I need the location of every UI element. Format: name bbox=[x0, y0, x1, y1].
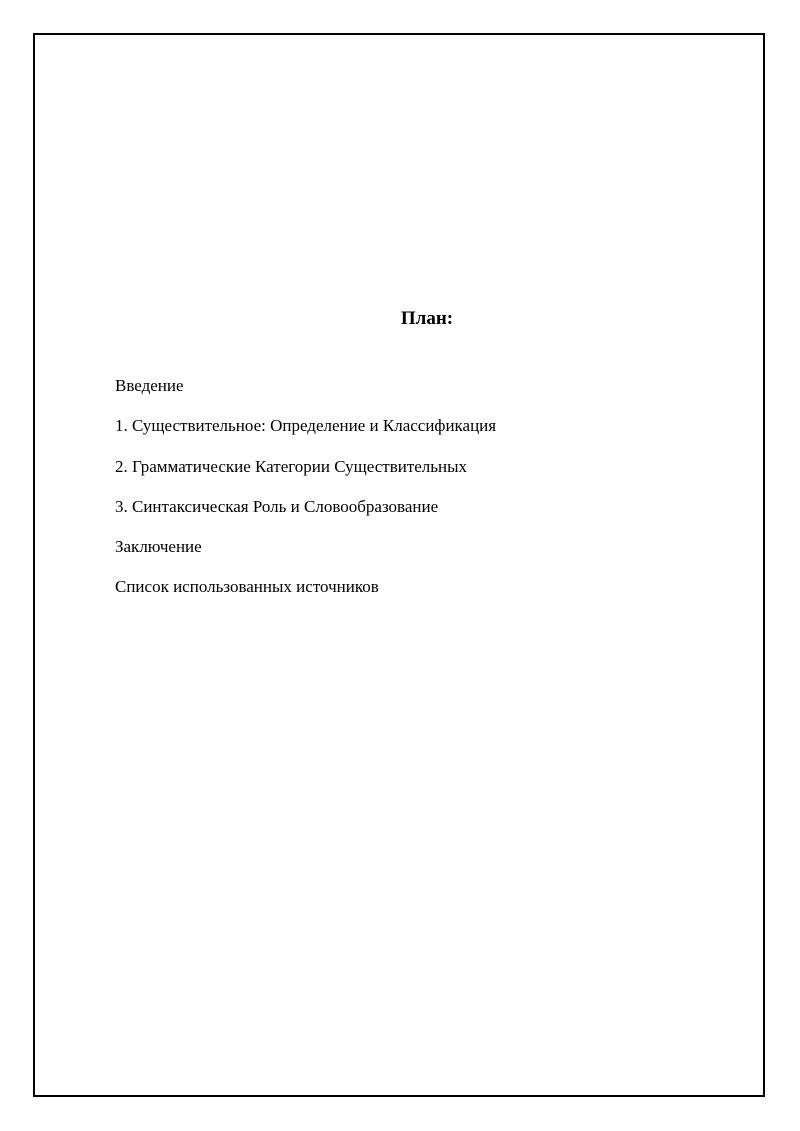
plan-item-section-2: 2. Грамматические Категории Существительных bbox=[115, 456, 468, 476]
plan-item-conclusion: Заключение bbox=[115, 537, 202, 557]
page-frame bbox=[33, 33, 765, 1097]
plan-item-introduction: Введение bbox=[115, 376, 184, 395]
plan-list bbox=[115, 375, 496, 617]
plan-item-section-1: 1. Существительное: Определение и Классификация bbox=[115, 416, 497, 436]
plan-item-references: Список использованных источников bbox=[115, 577, 379, 597]
plan-item-section-3: 3. Синтаксическая Роль и Словообразование bbox=[115, 496, 439, 516]
page-title: План: bbox=[400, 308, 454, 329]
